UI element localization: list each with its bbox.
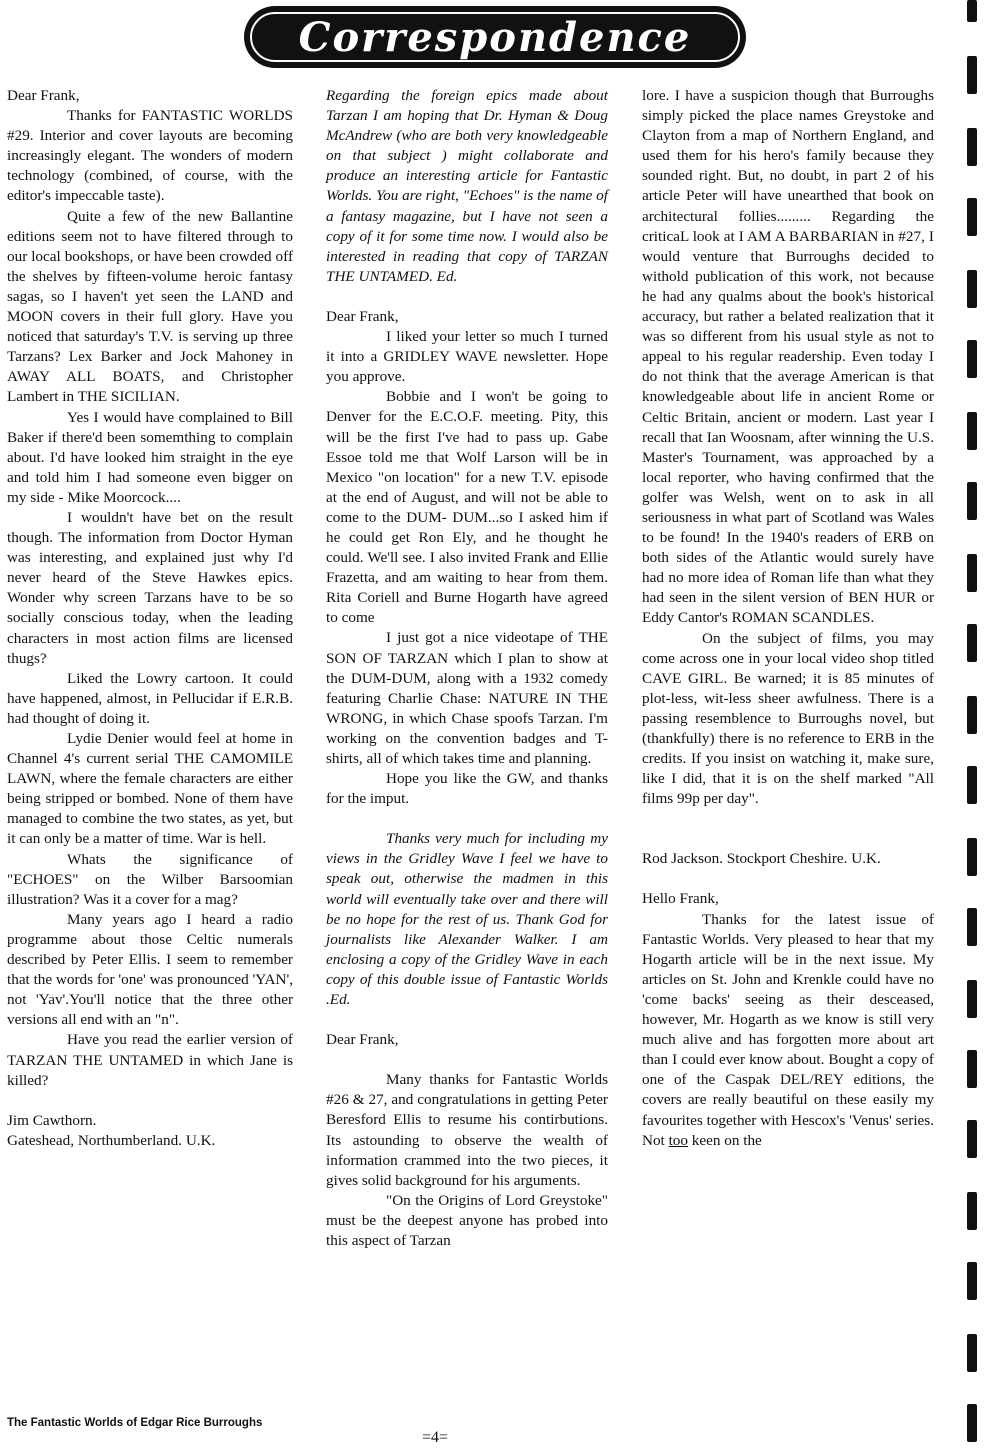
column-2 — [326, 86, 608, 1251]
paragraph: I just got a nice videotape of THE SON OF TARZAN which I plan to show at the DUM-DUM, along with a 1932 comedy featuring Charlie Chase: NATURE IN THE WRONG, in which Chase spoofs Tarzan. I'm working on the convention badges and T-shirts, all of which takes time and planning. — [326, 629, 608, 767]
page-number: =4= — [422, 1429, 449, 1446]
paragraph: Hope you like the GW, and thanks for the imput. — [326, 770, 608, 808]
binding-mark — [967, 838, 977, 876]
paragraph: Many thanks for Fantastic Worlds #26 & 27, and congratulations in getting Peter Beresford Ellis to resume his contirbutions. Its astounding to observe the wealth of information crammed into the two pieces, it gives solid background for his arguments. — [326, 1071, 608, 1189]
binding-mark — [967, 1404, 977, 1442]
banner-frame — [250, 12, 740, 62]
paragraph: "On the Origins of Lord Greystoke" must be the deepest anyone has probed into this aspect of Tarzan — [326, 1191, 608, 1249]
binding-mark — [967, 128, 977, 166]
binding-mark — [967, 1262, 977, 1300]
salutation: Dear Frank, — [326, 1031, 399, 1049]
binding-mark — [967, 766, 977, 804]
salutation: Dear Frank, — [326, 307, 399, 325]
paragraph: lore. I have a suspicion though that Burroughs simply picked the place names Greystoke and Clayton from a map of Northern England, and used them for his hero's family because they sounded right. But, no doubt, in part 2 of his article Peter will have unearthed that book on architectural follies......... Regarding the criticaL look at I AM A BARBARIAN in #27, I would venture that Burroughs decided to withold publication of this work, not because he had any qualms about the book's historical accuracy, but rather a belated realization that it was so different from his usual style as not to appeal to his regular readership. Even today I do not think that the average American is that knowledgeable about life in ancient Rome or Celtic Britain, ancient or modern. Last year I recall that Ian Woosnam, after winning the U.S. Master's Tournament, was approached by a local reporter, who having confirmed that the golfer was Welsh, went on to ask in all seriousness in what part of Scotland was Wales to be found! In the 1940's readers of ERB on both sides of the Atlantic would surely have had no more idea of Roman life than what they had seen in the silent version of BEN HUR or Eddy Cantor's ROMAN SCANDLES. — [642, 87, 934, 627]
paragraph: On the subject of films, you may come across one in your local video shop titled CAVE GIRL. Be warned; it is 85 minutes of plot-less, wit-less sheer awfulness. There is a passing resemblence to Burroughs novel, but (thankfully) there is no reference to ERB in the credits. If you insist on watching it, make sure, like I did, that it is on the shelf marked "All films 99p per day". — [642, 629, 934, 808]
binding-mark — [967, 624, 977, 662]
binding-mark — [967, 1334, 977, 1372]
paragraph: Have you read the earlier version of TARZAN THE UNTAMED in which Jane is killed? — [7, 1031, 293, 1089]
paragraph-text: Thanks for the latest issue of Fantastic Worlds. Very pleased to hear that my Hogarth article will be in the next issue. My articles on St. John and Krenkle could have no 'come backs' seeing as their desceased, however, Mr. Hogarth as we know is still very much alive and has forgotten more about art than I could ever know about. Bought a copy of one of the Caspak DEL/REY editions, the covers are really beautiful on these easily my favourites together with Hescox's 'Venus' series. Not — [642, 910, 934, 1149]
binding-mark — [967, 482, 977, 520]
section-title: Correspondence — [298, 13, 692, 61]
underlined-word: too — [668, 1131, 688, 1149]
paragraph: Liked the Lowry cartoon. It could have happened, almost, in Pellucidar if E.R.B. had thought of doing it. — [7, 669, 293, 727]
binding-mark — [967, 980, 977, 1018]
signature: Rod Jackson. Stockport Cheshire. U.K. — [642, 850, 881, 868]
paragraph: Many years ago I heard a radio programme about those Celtic numerals described by Peter Ellis. I seem to remember that the words for 'one' was pronounced 'YAN', not 'Yav'.You'll notice that the three other versions all end with an "n". — [7, 910, 293, 1029]
binding-mark — [967, 412, 977, 450]
paragraph: Lydie Denier would feel at home in Channel 4's current serial THE CAMOMILE LAWN, where the female characters are either being stripped or bombed. None of them have managed to combine the two states, as yet, but it can only be a matter of time. War is hell. — [7, 730, 293, 848]
binding-mark — [967, 56, 977, 94]
paragraph: Bobbie and I won't be going to Denver for the E.C.O.F. meeting. Pity, this will be the first I've had to pass up. Gabe Essoe told me that Wolf Larson will be in Mexico "on location" for a new T.V. episode at the end of August, and will not be able to come to the DUM- DUM...so I asked him if he could get Ron Ely, and he thought he could. We'll see. I also invited Frank and Ellie Frazetta, and am waiting to hear from them. Rita Coriell and Burne Hogarth have agreed to come — [326, 388, 608, 627]
binding-mark — [967, 1050, 977, 1088]
paragraph: Quite a few of the new Ballantine editions seem not to have filtered through to our local bookshops, or have been crowded off the shelves by fifteen-volume heroic fantasy sagas, so I haven't yet seen the LAND and MOON covers in their full glory. Have you noticed that saturday's T.V. is serving up three Tarzans? Lex Barker and Jock Mahoney in AWAY ALL BOATS, and Christopher Lambert in THE SICILIAN. — [7, 207, 293, 406]
binding-mark — [967, 270, 977, 308]
paragraph — [642, 910, 934, 1151]
binding-mark — [967, 908, 977, 946]
editor-reply: Regarding the foreign epics made about Tarzan I am hoping that Dr. Hyman & Doug McAndrew (who are both very knowledgeable on that subject ) might collaborate and produce an interesting article for Fantastic Worlds. You are right, "Echoes" is the name of a fantasy magazine, but I have not seen a copy of it for some time now. I would also be interested in reading that copy of TARZAN THE UNTAMED. Ed. — [326, 87, 608, 285]
binding-mark — [967, 198, 977, 236]
binding-mark — [967, 1192, 977, 1230]
correspondence-banner — [244, 6, 746, 68]
paragraph-text-end: keen on the — [688, 1131, 762, 1149]
paragraph: Thanks for FANTASTIC WORLDS #29. Interior and cover layouts are becoming increasingly elegant. The wonders of modern technology (combined, of course, with the editor's impeccable taste). — [7, 107, 293, 205]
binding-mark — [967, 554, 977, 592]
signature-name: Jim Cawthorn. — [7, 1111, 97, 1129]
paragraph: I wouldn't have bet on the result though. The information from Doctor Hyman was interesting, and explained just why I'd never heard of the Steve Hawkes epics. Wonder why screen Tarzans have to be so socially conscious today, when the leading characters in most action films are licensed thugs? — [7, 508, 293, 667]
signature-location: Gateshead, Northumberland. U.K. — [7, 1131, 216, 1149]
editor-reply: Thanks very much for including my views in the Gridley Wave I feel we have to speak out, otherwise the madmen in this world will eventually take over and there will be no hope for the rest of us. Thank God for journalists like Alexander Walker. I am enclosing a copy of the Gridley Wave in each copy of this double issue of Fantastic Worlds .Ed. — [326, 830, 608, 1009]
binding-mark — [967, 696, 977, 734]
binding-mark — [967, 0, 977, 22]
paragraph: I liked your letter so much I turned it into a GRIDLEY WAVE newsletter. Hope you approve. — [326, 328, 608, 386]
publication-footer: The Fantastic Worlds of Edgar Rice Burroughs — [7, 1417, 263, 1429]
binding-mark — [967, 1120, 977, 1158]
binding-marks — [967, 0, 987, 1450]
salutation: Dear Frank, — [7, 87, 80, 104]
binding-mark — [967, 340, 977, 378]
salutation: Hello Frank, — [642, 890, 719, 908]
column-1 — [7, 86, 293, 1151]
paragraph: Whats the significance of "ECHOES" on the Wilber Barsoomian illustration? Was it a cover for a mag? — [7, 850, 293, 908]
paragraph: Yes I would have complained to Bill Baker if there'd been somemthing to complain about. I'd have looked him straight in the eye and told him I had someone even bigger on my side - Mike Moorcock.... — [7, 408, 293, 506]
column-3 — [642, 86, 934, 1151]
